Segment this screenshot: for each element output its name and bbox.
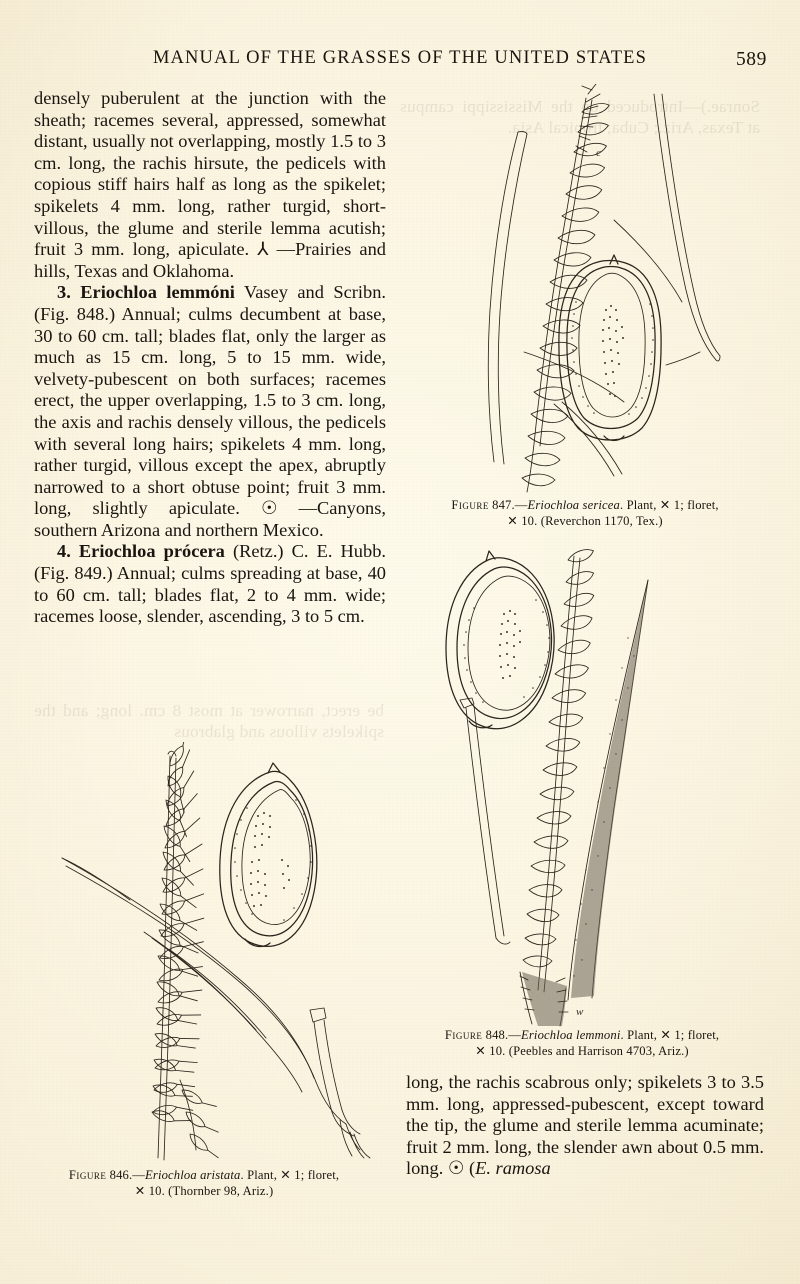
figure-846-line2: ✕ 10. (Thornber 98, Ariz.): [134, 1183, 274, 1198]
synonym-name: E. ramosa: [475, 1158, 551, 1179]
figure-847-label: Figure: [451, 498, 489, 512]
species-name: 4. Eriochloa prócera: [57, 541, 225, 562]
page-number: 589: [735, 49, 767, 70]
figure-848-mark-label: w: [576, 1006, 584, 1018]
figure-846-species: Eriochloa aristata: [145, 1168, 241, 1182]
figure-848-number: 848.: [485, 1028, 509, 1042]
figure-848-dash: —: [508, 1028, 522, 1042]
figure-848-label: Figure: [444, 1028, 483, 1042]
figure-846-number: 846.: [109, 1168, 133, 1182]
figure-846-label: Figure: [68, 1168, 107, 1182]
left-text-column: [34, 88, 386, 628]
figure-846-dash: —: [132, 1168, 146, 1182]
figure-848-line2: ✕ 10. (Peebles and Harrison 4703, Ariz.): [475, 1043, 689, 1058]
figure-847-tail: . Plant, ✕ 1; floret,: [619, 498, 719, 512]
right-bottom-text-column: [406, 1072, 764, 1180]
figure-847-mark-label: c: [596, 147, 601, 159]
species-name: 3. Eriochloa lemmóni: [57, 282, 235, 303]
figure-847-dash: —: [514, 498, 528, 512]
running-head-title: MANUAL OF THE GRASSES OF THE UNITED STATES: [152, 48, 648, 68]
figure-847-species: Eriochloa sericea: [527, 498, 620, 512]
figure-848-tail: . Plant, ✕ 1; floret,: [620, 1028, 720, 1042]
figure-848-caption: [386, 1028, 778, 1059]
paragraph-species-4-continued: long, the rachis scabrous only; spikelets 3 to 3.5 mm. long, appressed-pubescent, except toward the tip, the glume and sterile lemma acuminate; fruit 2 mm. long, the slender awn about 0.5 mm. long. ☉ (E. ramosa: [406, 1072, 764, 1179]
paragraph-species-4: 4. Eriochloa prócera (Retz.) C. E. Hubb. (Fig. 849.) Annual; culms spreading at base, 40 to 60 cm. tall; blades flat, 2 to 4 mm. wide; racemes loose, slender, ascending, 3 to 5 cm.: [34, 541, 386, 627]
figure-847-caption: [392, 498, 778, 529]
figure-847-line2: ✕ 10. (Reverchon 1170, Tex.): [507, 513, 663, 528]
figure-847-number: 847.: [492, 498, 515, 512]
figure-846-caption: [18, 1168, 390, 1199]
paragraph-species-3: 3. Eriochloa lemmóni Vasey and Scribn. (Fig. 848.) Annual; culms decumbent at base, 30 to 60 cm. tall; blades flat, only the larger as much as 15 cm. long, 5 to 15 mm. wide, velvety-pubescent on both surfaces; racemes erect, the upper overlapping, 1.5 to 3 cm. long, the axis and rachis densely villous, the pedicels with several long hairs; spikelets 4 mm. long, rather turgid, villous except the apex, abruptly narrowed to a short obtuse point; fruit 3 mm. long, slightly apiculate. ☉ —Canyons, southern Arizona and northern Mexico.: [34, 282, 387, 540]
figure-848-species: Eriochloa lemmoni: [521, 1028, 621, 1042]
running-head: [0, 48, 800, 78]
paragraph-continued: densely puberulent at the junction with the sheath; racemes several, appressed, somewhat distant, usually not overlapping, mostly 1.5 to 3 cm. long, the rachis hirsute, the pedicels with copious stiff hairs half as long as the spikelet; spikelets 4 mm. long, rather turgid, short-villous, the glume and sterile lemma acutish; fruit 3 mm. long, apiculate. ⅄ —Prairies and hills, Texas and Oklahoma.: [34, 88, 386, 281]
figure-846-tail: . Plant, ✕ 1; floret,: [240, 1168, 340, 1182]
